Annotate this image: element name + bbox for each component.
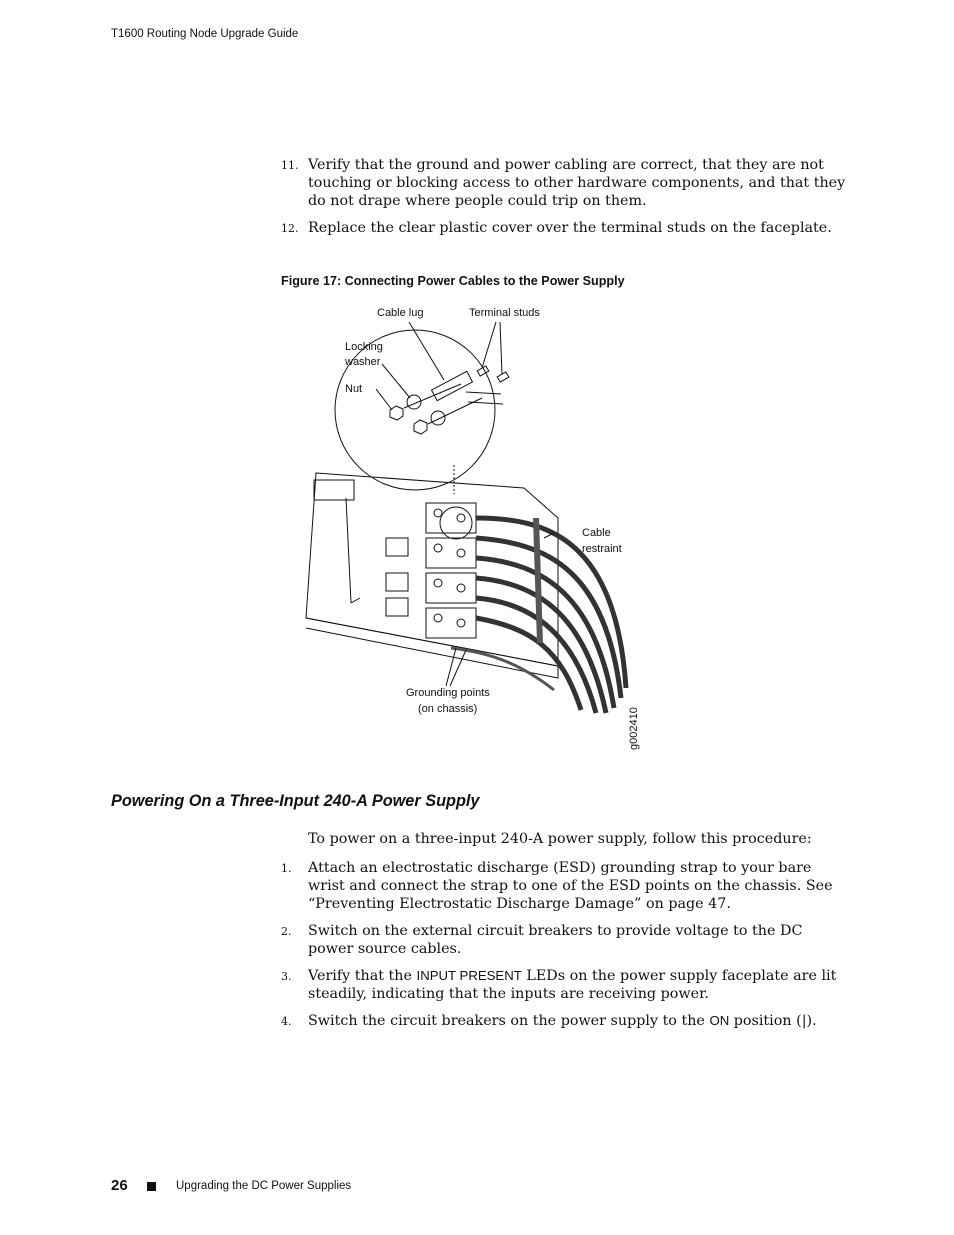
step-2 (281, 922, 847, 958)
step-number: 12. (281, 222, 299, 235)
label-cable: Cable (582, 527, 611, 539)
footer-section-title: Upgrading the DC Power Supplies (176, 1180, 352, 1192)
figure-id: g002410 (628, 707, 640, 750)
step-number: 2. (281, 925, 292, 938)
section-intro: To power on a three-input 240-A power supply, follow this procedure: (308, 831, 812, 847)
steps-list-top (281, 156, 847, 246)
label-nut: Nut (345, 383, 363, 395)
nut-2 (414, 420, 427, 434)
ground-cable (451, 648, 554, 690)
power-cable-figure (296, 298, 641, 758)
leader-nut (376, 389, 392, 410)
step-text-post: LEDs on the power supply faceplate are lit steadily, indicating that the inputs are receiving power. (308, 968, 837, 1002)
label-washer: washer (345, 356, 381, 368)
leader-locking-washer (382, 364, 410, 398)
label-terminal-studs: Terminal studs (469, 307, 540, 319)
step-number: 3. (281, 970, 292, 983)
running-header: T1600 Routing Node Upgrade Guide (111, 28, 299, 40)
breaker-1 (386, 538, 408, 556)
ui-term-input-present: INPUT PRESENT (416, 968, 522, 983)
faceplate-handle (346, 498, 360, 603)
footer-separator-square (147, 1182, 156, 1191)
locking-washer-2 (431, 411, 445, 425)
section-heading: Powering On a Three-Input 240-A Power Supply (111, 792, 480, 810)
faceplate-label-area (314, 480, 354, 500)
step-number: 4. (281, 1015, 292, 1028)
step-text: Attach an electrostatic discharge (ESD) grounding strap to your bare wrist and connect the strap to one of the ESD points on the chassis. See “Preventing Electrostatic Discharge Damage” on page 47. (308, 860, 833, 912)
power-supply-illustration (296, 298, 641, 758)
cable-in-detail (466, 392, 503, 404)
step-number: 11. (281, 159, 299, 172)
step-text: Verify that the ground and power cabling are correct, that they are not touching or blocking access to other hardware components, and that they do not drape where people could trip on them. (308, 157, 846, 209)
label-restraint: restraint (582, 543, 622, 555)
leader-ground-1 (446, 648, 456, 686)
step-12 (281, 219, 847, 237)
terminal-stud-2 (497, 372, 509, 382)
label-cable-lug: Cable lug (377, 307, 424, 319)
label-on-chassis: (on chassis) (418, 703, 478, 715)
step-number: 1. (281, 862, 292, 875)
label-grounding-points: Grounding points (406, 687, 490, 699)
leader-terminal-stud-b (500, 322, 502, 374)
step-4 (281, 1012, 847, 1030)
cable-lug-shape (432, 371, 473, 400)
step-text: Switch on the external circuit breakers to provide voltage to the DC power source cables. (308, 923, 803, 957)
terminal-block (426, 503, 476, 638)
cable-restraint-bar (536, 518, 540, 643)
step-1 (281, 859, 847, 913)
footer-page-number: 26 (111, 1177, 128, 1194)
step-3 (281, 967, 847, 1003)
breaker-3 (386, 598, 408, 616)
breaker-2 (386, 573, 408, 591)
detail-magnifier-circle (335, 330, 495, 490)
steps-list-procedure (281, 859, 847, 1039)
leader-ground-2 (450, 650, 466, 686)
label-locking: Locking (345, 341, 383, 353)
step-text-pre: Verify that the (308, 968, 417, 984)
step-text-pre: Switch the circuit breakers on the power supply to the (308, 1013, 710, 1029)
step-text: Replace the clear plastic cover over the terminal studs on the faceplate. (308, 220, 832, 236)
step-text-post: position (|). (729, 1013, 817, 1029)
leader-terminal-stud-a (482, 322, 496, 368)
figure-caption: Figure 17: Connecting Power Cables to the Power Supply (281, 274, 625, 288)
nut-1 (390, 406, 403, 420)
ui-term-on: ON (709, 1013, 730, 1028)
power-supply-chassis (306, 473, 558, 666)
highlight-circle (440, 507, 472, 539)
step-11 (281, 156, 847, 210)
